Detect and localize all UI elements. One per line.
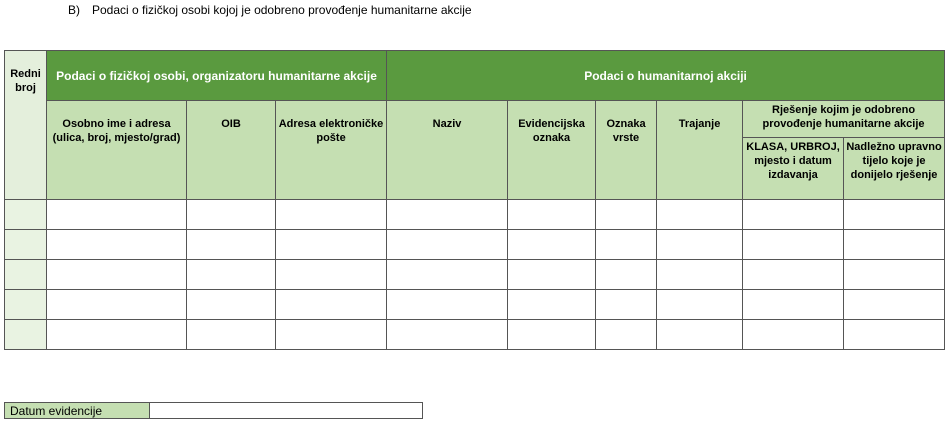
table-cell[interactable] <box>657 230 743 260</box>
table-cell[interactable] <box>657 290 743 320</box>
table-cell[interactable] <box>187 230 276 260</box>
table-cell[interactable] <box>387 230 508 260</box>
section-title <box>68 3 472 17</box>
table-row <box>5 260 945 290</box>
row-number-cell[interactable] <box>5 320 47 350</box>
table-cell[interactable] <box>743 230 844 260</box>
humanitarian-action-table <box>4 50 945 350</box>
table-cell[interactable] <box>596 290 657 320</box>
datum-evidencije-label: Datum evidencije <box>5 403 150 419</box>
table-cell[interactable] <box>47 200 187 230</box>
table-cell[interactable] <box>276 230 387 260</box>
table-cell[interactable] <box>187 200 276 230</box>
datum-evidencije-input[interactable] <box>150 403 423 419</box>
table-row <box>5 200 945 230</box>
header-naziv: Naziv <box>387 101 508 200</box>
header-evidencijska-oznaka: Evidencijska oznaka <box>508 101 596 200</box>
table-cell[interactable] <box>387 320 508 350</box>
table-cell[interactable] <box>596 200 657 230</box>
table-cell[interactable] <box>276 260 387 290</box>
table-cell[interactable] <box>47 260 187 290</box>
table-cell[interactable] <box>387 290 508 320</box>
table-cell[interactable] <box>276 320 387 350</box>
table-cell[interactable] <box>657 260 743 290</box>
table-cell[interactable] <box>657 320 743 350</box>
table-cell[interactable] <box>508 290 596 320</box>
table-cell[interactable] <box>743 320 844 350</box>
header-trajanje: Trajanje <box>657 101 743 200</box>
table-cell[interactable] <box>743 200 844 230</box>
header-action-group: Podaci o humanitarnoj akciji <box>387 51 945 101</box>
header-oib: OIB <box>187 101 276 200</box>
table-cell[interactable] <box>387 200 508 230</box>
table-cell[interactable] <box>596 320 657 350</box>
header-klasa-urbroj: KLASA, URBROJ, mjesto i datum izdavanja <box>743 138 844 200</box>
section-title-text: Podaci o fizičkoj osobi kojoj je odobreno provođenje humanitarne akcije <box>92 3 472 17</box>
table-cell[interactable] <box>844 320 945 350</box>
table-cell[interactable] <box>276 290 387 320</box>
table-cell[interactable] <box>844 290 945 320</box>
header-redni-broj: Redni broj <box>5 51 47 200</box>
table-cell[interactable] <box>657 200 743 230</box>
table-cell[interactable] <box>47 290 187 320</box>
header-oznaka-vrste: Oznaka vrste <box>596 101 657 200</box>
table-cell[interactable] <box>276 200 387 230</box>
table-cell[interactable] <box>508 200 596 230</box>
table-cell[interactable] <box>508 230 596 260</box>
table-cell[interactable] <box>47 230 187 260</box>
table-cell[interactable] <box>743 290 844 320</box>
table-cell[interactable] <box>508 260 596 290</box>
header-person-group: Podaci o fizičkoj osobi, organizatoru humanitarne akcije <box>47 51 387 101</box>
datum-evidencije-box <box>4 402 423 419</box>
table-row <box>5 320 945 350</box>
table-cell[interactable] <box>743 260 844 290</box>
header-name-address: Osobno ime i adresa (ulica, broj, mjesto/grad) <box>47 101 187 200</box>
header-email: Adresa elektroničke pošte <box>276 101 387 200</box>
table-cell[interactable] <box>844 260 945 290</box>
table-cell[interactable] <box>187 320 276 350</box>
row-number-cell[interactable] <box>5 290 47 320</box>
table-cell[interactable] <box>844 230 945 260</box>
table-row <box>5 290 945 320</box>
header-nadlezno-tijelo: Nadležno upravno tijelo koje je donijelo rješenje <box>844 138 945 200</box>
row-number-cell[interactable] <box>5 200 47 230</box>
table-cell[interactable] <box>596 230 657 260</box>
table-cell[interactable] <box>187 260 276 290</box>
table-cell[interactable] <box>47 320 187 350</box>
header-rjesenje-group: Rješenje kojim je odobreno provođenje humanitarne akcije <box>743 101 945 138</box>
table-row <box>5 230 945 260</box>
table-cell[interactable] <box>187 290 276 320</box>
table-cell[interactable] <box>596 260 657 290</box>
table-cell[interactable] <box>844 200 945 230</box>
row-number-cell[interactable] <box>5 230 47 260</box>
section-letter: B) <box>68 3 80 17</box>
table-cell[interactable] <box>387 260 508 290</box>
row-number-cell[interactable] <box>5 260 47 290</box>
table-cell[interactable] <box>508 320 596 350</box>
